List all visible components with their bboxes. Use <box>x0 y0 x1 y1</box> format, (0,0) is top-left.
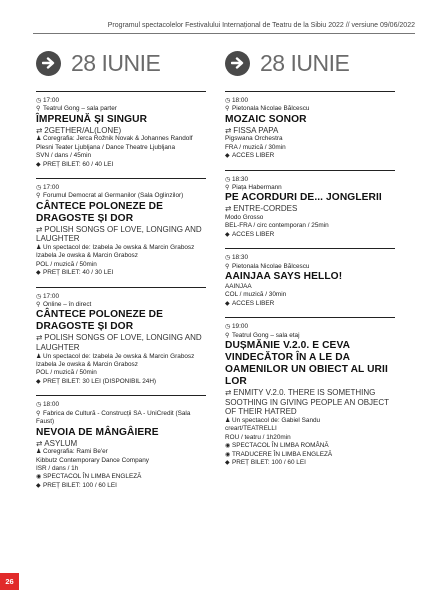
event-location <box>225 263 395 271</box>
location-pin-icon: ⚲ <box>225 332 230 339</box>
event-alt-title <box>225 388 395 417</box>
event-time <box>36 184 206 192</box>
event-time <box>36 293 206 301</box>
event-info: POL / muzică / 50min <box>36 260 97 268</box>
event-price <box>36 482 206 490</box>
ticket-icon: ◆ <box>225 153 230 160</box>
event-price <box>225 459 395 467</box>
location-pin-icon: ⚲ <box>225 185 230 192</box>
person-icon: ♟ <box>36 449 42 456</box>
event-location-text: Pietonala Nicolae Bălcescu <box>232 105 310 113</box>
event-alt-title <box>36 439 206 449</box>
ticket-icon: ◆ <box>225 300 230 307</box>
event-title: DUȘMĂNIE V.2.0. E CEVA VINDECĂTOR ÎN A LE DA OAMENILOR UN OBIECT AL URII LOR <box>225 340 388 388</box>
event-company: AAINJAA <box>225 283 252 291</box>
event-price <box>225 231 395 239</box>
event-company: Izabela Je owska & Marcin Grabosz <box>36 252 138 260</box>
clock-icon: ◷ <box>36 185 42 192</box>
event-time-text: 17:00 <box>43 292 59 300</box>
day-heading <box>36 45 206 81</box>
event-alt-title-text: POLISH SONGS OF LOVE, LONGING AND LAUGHTER <box>36 224 202 244</box>
speech-bubble-icon: ◉ <box>225 443 231 450</box>
event-alt-title <box>36 126 206 136</box>
cycle-arrows-icon: ⇄ <box>36 224 43 234</box>
person-icon: ♟ <box>36 245 42 252</box>
event-price <box>36 378 206 386</box>
event-entry <box>36 91 206 169</box>
event-time-text: 18:00 <box>43 401 59 409</box>
event-location-text: Teatrul Gong – sala etaj <box>232 331 300 339</box>
event-alt-title-text: ENTRE-CORDES <box>233 204 298 214</box>
event-entry <box>36 178 206 278</box>
event-title: PE ACORDURI DE... JONGLERII <box>225 192 382 204</box>
ticket-icon: ◆ <box>225 459 230 466</box>
day-title: 28 IUNIE <box>71 49 161 76</box>
event-credits <box>225 417 395 425</box>
event-info: FRA / muzică / 30min <box>225 143 286 151</box>
event-title: CÂNTECE POLONEZE DE DRAGOSTE ȘI DOR <box>36 200 163 224</box>
arrow-right-icon <box>225 51 250 76</box>
event-title: ÎMPREUNĂ ȘI SINGUR <box>36 113 148 125</box>
ticket-icon: ◆ <box>36 161 41 168</box>
event-alt-title-text: ASYLUM <box>44 438 78 448</box>
event-time-text: 17:00 <box>43 97 59 104</box>
event-alt-title <box>36 225 206 244</box>
clock-icon: ◷ <box>225 324 231 331</box>
event-credits-text: Coregrafia: Jerca Rožnik Novak & Johannes Randolf <box>43 135 193 143</box>
event-alt-title-text: 2GETHER/AL(LONE) <box>44 125 122 135</box>
event-alt-title-text: POLISH SONGS OF LOVE, LONGING AND LAUGHTER <box>36 333 202 353</box>
cycle-arrows-icon: ⇄ <box>225 388 232 398</box>
event-credits-text: Un spectacol de: Gabiel Sandu <box>232 416 321 424</box>
cycle-arrows-icon: ⇄ <box>36 438 43 448</box>
event-price-text: PREȚ BILET: 60 / 40 LEI <box>43 160 114 168</box>
ticket-icon: ◆ <box>36 378 41 385</box>
event-company: Modo Grosso <box>225 214 264 222</box>
event-price <box>36 269 206 277</box>
cycle-arrows-icon: ⇄ <box>225 204 232 214</box>
event-location-text: Teatrul Gong – sala parter <box>43 105 117 113</box>
speech-bubble-icon: ◉ <box>36 474 42 481</box>
event-credits-text: Un spectacol de: Izabela Je owska & Marcin Grabosz <box>43 244 195 252</box>
event-info: SVN / dans / 45min <box>36 152 92 160</box>
event-time-text: 17:00 <box>43 184 59 192</box>
clock-icon: ◷ <box>225 255 231 262</box>
person-icon: ♟ <box>36 353 42 360</box>
event-price-text: PREȚ BILET: 100 / 60 LEI <box>43 481 117 489</box>
event-entry <box>36 287 206 387</box>
event-location-text: Online – în direct <box>43 301 92 309</box>
event-language-note-text: SPECTACOL ÎN LIMBA ENGLEZĂ <box>43 473 142 481</box>
event-alt-title <box>225 126 395 136</box>
event-credits <box>36 244 206 252</box>
event-credits-text: Un spectacol de: Izabela Je owska & Marcin Grabosz <box>43 352 195 360</box>
clock-icon: ◷ <box>225 98 231 104</box>
event-company: Plesni Teater Ljubljana / Dance Theatre Ljubljana <box>36 143 176 151</box>
event-company: Kibbutz Contemporary Dance Company <box>36 456 149 464</box>
event-company: creart/TEATRELLI <box>225 425 277 433</box>
event-title: MOZAIC SONOR <box>225 113 307 125</box>
person-icon: ♟ <box>225 417 231 424</box>
event-time <box>225 323 395 331</box>
page-number: 26 <box>0 573 19 590</box>
event-price-text: PREȚ BILET: 100 / 60 LEI <box>232 458 306 466</box>
event-price-text: ACCES LIBER <box>232 152 275 160</box>
event-info: ROU / teatru / 1h20min <box>225 433 291 441</box>
event-company: Izabela Je owska & Marcin Grabosz <box>36 361 138 369</box>
event-time <box>36 401 206 409</box>
event-time <box>225 254 395 262</box>
event-location-text: Piața Habermann <box>232 184 282 192</box>
clock-icon: ◷ <box>36 98 42 104</box>
event-entry <box>225 91 395 161</box>
event-info: ISR / dans / 1h <box>36 464 79 472</box>
clock-icon: ◷ <box>36 293 42 300</box>
event-entry <box>36 395 206 490</box>
location-pin-icon: ⚲ <box>36 106 41 113</box>
location-pin-icon: ⚲ <box>225 263 230 270</box>
event-location <box>36 410 206 427</box>
event-alt-title-text: ENMITY V.2.0. THERE IS SOMETHING SOOTHING IN GIVING PEOPLE AN OBJECT OF THEIR HATRED <box>225 388 389 417</box>
event-location-text: Forumul Democrat al Germanilor (Sala Oglinzilor) <box>43 192 184 200</box>
event-title: CÂNTECE POLONEZE DE DRAGOSTE ȘI DOR <box>36 309 163 333</box>
person-icon: ♟ <box>36 136 42 143</box>
event-time <box>225 176 395 184</box>
event-title: NEVOIA DE MÂNGÂIERE <box>36 426 159 438</box>
event-entry <box>225 317 395 467</box>
event-language-note-text: TRADUCERE ÎN LIMBA ENGLEZĂ <box>232 450 333 458</box>
event-location <box>36 192 206 200</box>
event-credits <box>36 353 206 361</box>
event-entry <box>225 170 395 240</box>
event-credits-text: Coregrafia: Rami Be'er <box>43 448 108 456</box>
event-title: AAINJAA SAYS HELLO! <box>225 271 343 283</box>
event-entry <box>225 248 395 308</box>
speech-bubble-icon: ◉ <box>225 451 231 458</box>
event-language-note <box>225 442 395 450</box>
arrow-right-icon <box>36 51 61 76</box>
location-pin-icon: ⚲ <box>36 302 41 309</box>
event-price-text: PREȚ BILET: 40 / 30 LEI <box>43 269 114 277</box>
event-time-text: 19:00 <box>232 323 248 331</box>
location-pin-icon: ⚲ <box>36 410 41 417</box>
cycle-arrows-icon: ⇄ <box>36 333 43 343</box>
column-left <box>36 45 206 490</box>
event-price-text: ACCES LIBER <box>232 230 275 238</box>
event-location <box>36 105 206 113</box>
event-location <box>225 105 395 113</box>
event-price <box>225 152 395 160</box>
event-time-text: 18:30 <box>232 254 248 262</box>
event-credits <box>36 135 206 143</box>
cycle-arrows-icon: ⇄ <box>225 125 232 135</box>
column-right <box>225 45 395 467</box>
event-company: Pigswana Orchestra <box>225 135 283 143</box>
ticket-icon: ◆ <box>36 270 41 277</box>
cycle-arrows-icon: ⇄ <box>36 125 43 135</box>
event-time-text: 18:00 <box>232 97 248 104</box>
ticket-icon: ◆ <box>36 482 41 489</box>
header-divider <box>33 33 415 34</box>
clock-icon: ◷ <box>36 402 42 409</box>
event-price <box>225 300 395 308</box>
event-price <box>36 161 206 169</box>
location-pin-icon: ⚲ <box>36 193 41 200</box>
event-alt-title <box>225 204 395 214</box>
event-time-text: 18:30 <box>232 175 248 183</box>
event-alt-title <box>36 333 206 352</box>
page-header: Programul spectacolelor Festivalului Internațional de Teatru de la Sibiu 2022 // versiune 09/06/2022 <box>107 22 415 29</box>
event-language-note <box>225 451 395 459</box>
day-heading <box>225 45 395 81</box>
event-location-text: Fabrica de Cultură - Construcții SA - UniCredit (Sala Faust) <box>36 409 191 426</box>
event-price-text: ACCES LIBER <box>232 299 275 307</box>
event-location <box>225 332 395 340</box>
event-info: BEL-FRA / circ contemporan / 25min <box>225 222 329 230</box>
event-credits <box>36 448 206 456</box>
event-time <box>225 97 395 105</box>
event-price-text: PREȚ BILET: 30 LEI (DISPONIBIL 24H) <box>43 377 157 385</box>
location-pin-icon: ⚲ <box>225 106 230 113</box>
event-language-note-text: SPECTACOL ÎN LIMBA ROMÂNĂ <box>232 442 329 450</box>
event-info: COL / muzică / 30min <box>225 291 287 299</box>
event-time <box>36 97 206 105</box>
event-alt-title-text: FISSA PAPA <box>233 125 279 135</box>
ticket-icon: ◆ <box>225 231 230 238</box>
event-location <box>225 184 395 192</box>
event-info: POL / muzică / 50min <box>36 369 97 377</box>
event-location-text: Pietonala Nicolae Bălcescu <box>232 262 310 270</box>
event-language-note <box>36 473 206 481</box>
day-title: 28 IUNIE <box>260 49 350 76</box>
clock-icon: ◷ <box>225 176 231 183</box>
